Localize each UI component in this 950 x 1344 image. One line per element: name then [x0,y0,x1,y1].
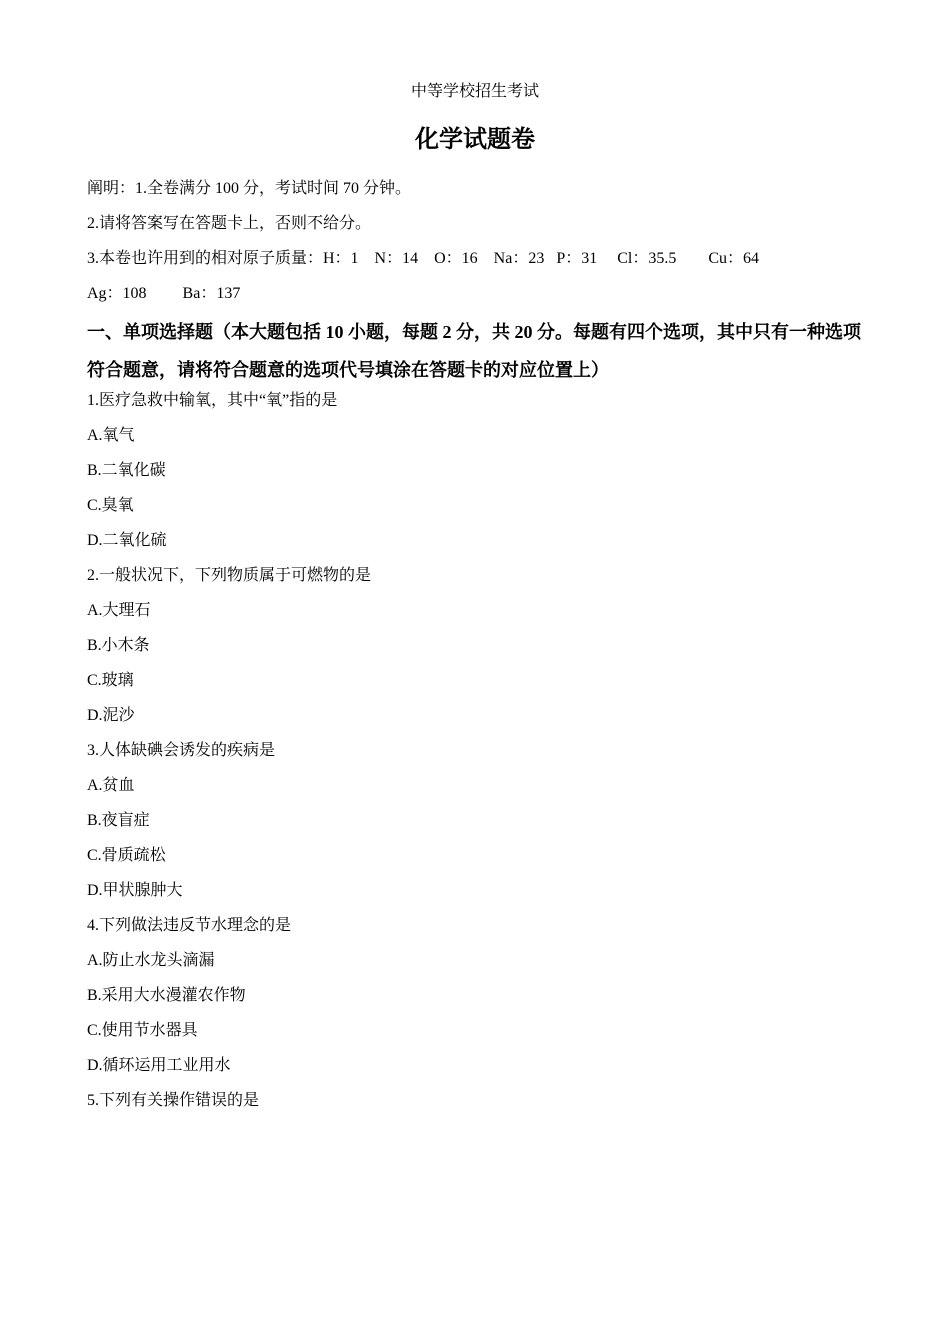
exam-title: 化学试题卷 [415,127,535,153]
option-item: B.小木条 [87,637,150,654]
option-item: B.二氧化碳 [87,462,166,479]
question-stem: 1.医疗急救中输氧，其中“氧”指的是 [87,392,338,409]
note-line-4: Ag：108 Ba：137 [87,285,241,302]
option-item: B.采用大水漫灌农作物 [87,987,246,1004]
option-item: B.夜盲症 [87,812,150,829]
option-item: A.大理石 [87,602,151,619]
option-item: C.骨质疏松 [87,847,166,864]
question-stem: 5.下列有关操作错误的是 [87,1092,260,1109]
option-item: D.泥沙 [87,707,135,724]
option-item: C.使用节水器具 [87,1022,198,1039]
option-item: C.玻璃 [87,672,134,689]
option-item: C.臭氧 [87,497,134,514]
question-stem: 2.一般状况下，下列物质属于可燃物的是 [87,567,372,584]
exam-content [87,177,867,1124]
option-item: A.贫血 [87,777,135,794]
option-item: D.循环运用工业用水 [87,1057,231,1074]
option-item: A.氧气 [87,427,135,444]
note-line-3: 3.本卷也许用到的相对原子质量：H：1 N：14 O：16 Na：23 P：31 Cl：35.5 Cu：64 [87,250,760,267]
option-item: D.甲状腺肿大 [87,882,183,899]
exam-subtitle: 中等学校招生考试 [410,83,539,100]
note-line-2: 2.请将答案写在答题卡上，否则不给分。 [87,215,372,232]
option-item: D.二氧化硫 [87,532,167,549]
note-line-1: 阐明：1.全卷满分 100 分，考试时间 70 分钟。 [87,180,412,197]
question-stem: 4.下列做法违反节水理念的是 [87,917,292,934]
question-stem: 3.人体缺碘会诱发的疾病是 [87,742,276,759]
section-heading: 一、单项选择题（本大题包括 10 小题，每题 2 分，共 20 分。每题有四个选项，其中只有一种选项符合题意，请将符合题意的选项代号填涂在答题卡的对应位置上） [87,322,861,380]
option-item: A.防止水龙头滴漏 [87,952,215,969]
